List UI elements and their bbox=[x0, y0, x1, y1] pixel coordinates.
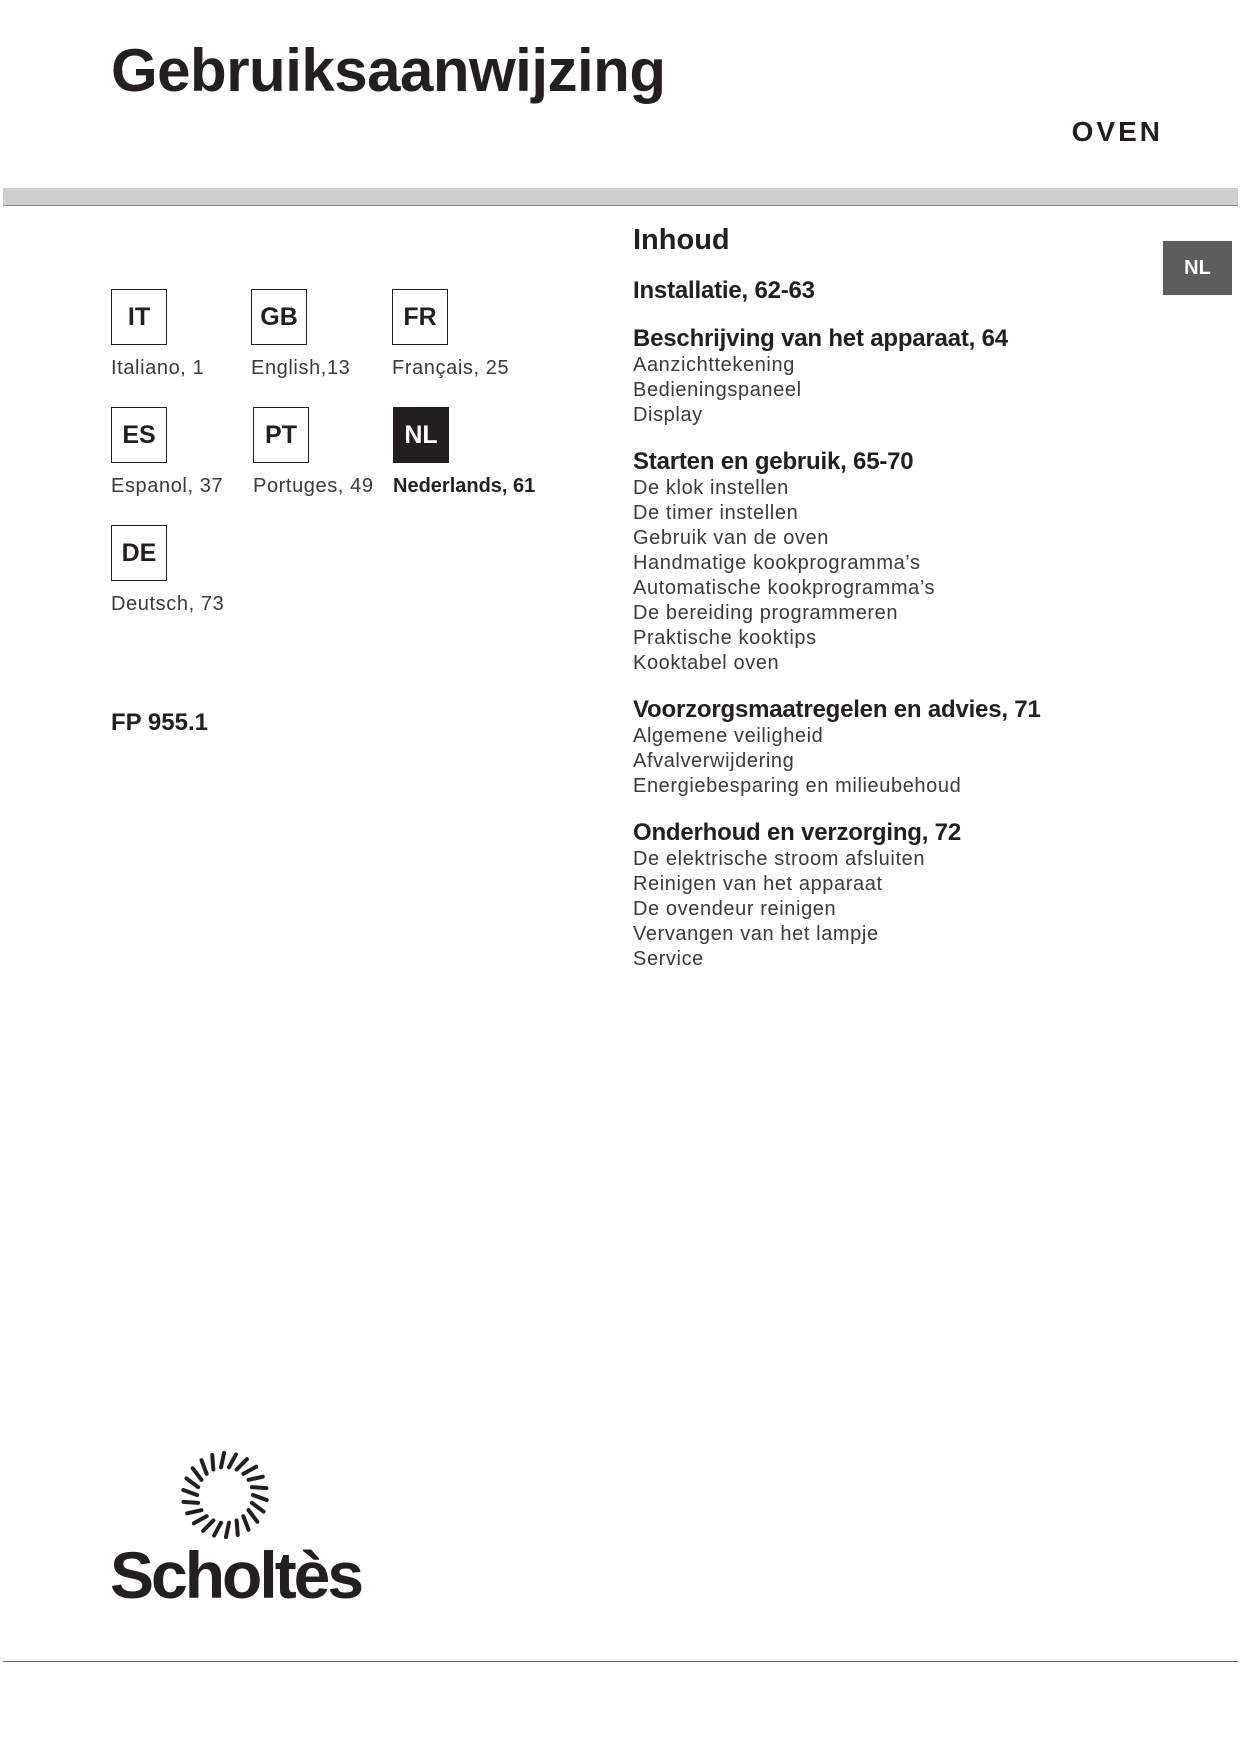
language-label: English,13 bbox=[251, 357, 351, 379]
language-code: PT bbox=[253, 407, 309, 463]
sunburst-ray bbox=[243, 1516, 248, 1530]
toc-item[interactable]: Afvalverwijdering bbox=[633, 750, 795, 772]
sunburst-ray bbox=[237, 1459, 247, 1469]
toc-item[interactable]: De bereiding programmeren bbox=[633, 602, 899, 624]
language-label: Espanol, 37 bbox=[111, 475, 224, 497]
toc-item[interactable]: Praktische kooktips bbox=[633, 627, 817, 649]
toc-item[interactable]: Vervangen van het lampje bbox=[633, 923, 879, 945]
language-nl[interactable] bbox=[393, 407, 583, 498]
sunburst-ray bbox=[214, 1523, 221, 1536]
toc-item[interactable]: De klok instellen bbox=[633, 477, 789, 499]
sunburst-ray bbox=[253, 1495, 267, 1500]
toc-section bbox=[633, 325, 1163, 428]
language-code: GB bbox=[251, 289, 307, 345]
language-label: Français, 25 bbox=[392, 357, 510, 379]
toc-item[interactable]: Handmatige kookprogramma’s bbox=[633, 552, 921, 574]
toc-section bbox=[633, 696, 1163, 799]
sunburst-ray bbox=[221, 1453, 224, 1467]
sunburst-ray bbox=[229, 1454, 236, 1467]
language-label: Deutsch, 73 bbox=[111, 593, 225, 615]
language-code: NL bbox=[393, 407, 449, 463]
toc-item[interactable]: Kooktabel oven bbox=[633, 652, 780, 674]
sunburst-ray bbox=[201, 1460, 206, 1474]
sunburst-ray bbox=[187, 1510, 201, 1513]
language-code: DE bbox=[111, 525, 167, 581]
language-tab[interactable]: NL bbox=[1163, 241, 1232, 295]
toc-section bbox=[633, 277, 1163, 305]
toc-item[interactable]: Bedieningspaneel bbox=[633, 379, 802, 401]
header-divider bbox=[3, 188, 1238, 206]
sunburst-ray bbox=[243, 1467, 256, 1474]
toc-heading: Inhoud bbox=[633, 224, 730, 256]
sunburst-ray bbox=[193, 1468, 202, 1480]
sunburst-ray bbox=[237, 1520, 238, 1535]
toc-section-title[interactable]: Onderhoud en verzorging, 72 bbox=[633, 819, 961, 846]
brand-name: Scholtès bbox=[110, 1538, 362, 1612]
toc-item[interactable]: Aanzichttekening bbox=[633, 354, 795, 376]
toc-section-title[interactable]: Installatie, 62-63 bbox=[633, 277, 815, 304]
toc-section-title[interactable]: Starten en gebruik, 65-70 bbox=[633, 448, 914, 475]
table-of-contents bbox=[633, 224, 1163, 992]
sunburst-ray bbox=[249, 1510, 258, 1522]
toc-item[interactable]: Automatische kookprogramma’s bbox=[633, 577, 936, 599]
sunburst-ray bbox=[226, 1523, 229, 1537]
sunburst-ray bbox=[183, 1490, 197, 1495]
toc-item[interactable]: De timer instellen bbox=[633, 502, 799, 524]
toc-item[interactable]: De elektrische stroom afsluiten bbox=[633, 848, 926, 870]
sunburst-ray bbox=[203, 1520, 213, 1530]
toc-item[interactable]: Service bbox=[633, 948, 704, 970]
toc-item[interactable]: Reinigen van het apparaat bbox=[633, 873, 883, 895]
toc-section-title[interactable]: Beschrijving van het apparaat, 64 bbox=[633, 325, 1008, 352]
toc-section bbox=[633, 819, 1163, 972]
brand-logo bbox=[108, 1440, 368, 1620]
sunburst-ray bbox=[252, 1503, 264, 1512]
toc-item[interactable]: De ovendeur reinigen bbox=[633, 898, 837, 920]
toc-item[interactable]: Energiebesparing en milieubehoud bbox=[633, 775, 962, 797]
product-type: OVEN bbox=[1071, 116, 1163, 147]
footer-divider bbox=[3, 1661, 1238, 1662]
sunburst-ray bbox=[249, 1477, 263, 1480]
language-label: Portuges, 49 bbox=[253, 475, 374, 497]
language-fr[interactable] bbox=[392, 289, 582, 380]
sunburst-ray bbox=[194, 1516, 207, 1523]
sunburst-ray bbox=[186, 1478, 198, 1487]
language-de[interactable] bbox=[111, 525, 301, 616]
language-label: Italiano, 1 bbox=[111, 357, 205, 379]
page-title: Gebruiksaanwijzing bbox=[111, 37, 666, 104]
sunburst-icon bbox=[108, 1440, 368, 1620]
toc-item[interactable]: Display bbox=[633, 404, 703, 426]
toc-item[interactable]: Algemene veiligheid bbox=[633, 725, 824, 747]
language-label: Nederlands, 61 bbox=[393, 475, 536, 497]
sunburst-ray bbox=[184, 1502, 199, 1503]
toc-section-title[interactable]: Voorzorgsmaatregelen en advies, 71 bbox=[633, 696, 1041, 723]
toc-section bbox=[633, 448, 1163, 676]
model-number: FP 955.1 bbox=[111, 709, 208, 736]
sunburst-ray bbox=[252, 1487, 267, 1488]
language-code: IT bbox=[111, 289, 167, 345]
language-code: ES bbox=[111, 407, 167, 463]
language-code: FR bbox=[392, 289, 448, 345]
sunburst-ray bbox=[212, 1455, 213, 1470]
toc-item[interactable]: Gebruik van de oven bbox=[633, 527, 829, 549]
